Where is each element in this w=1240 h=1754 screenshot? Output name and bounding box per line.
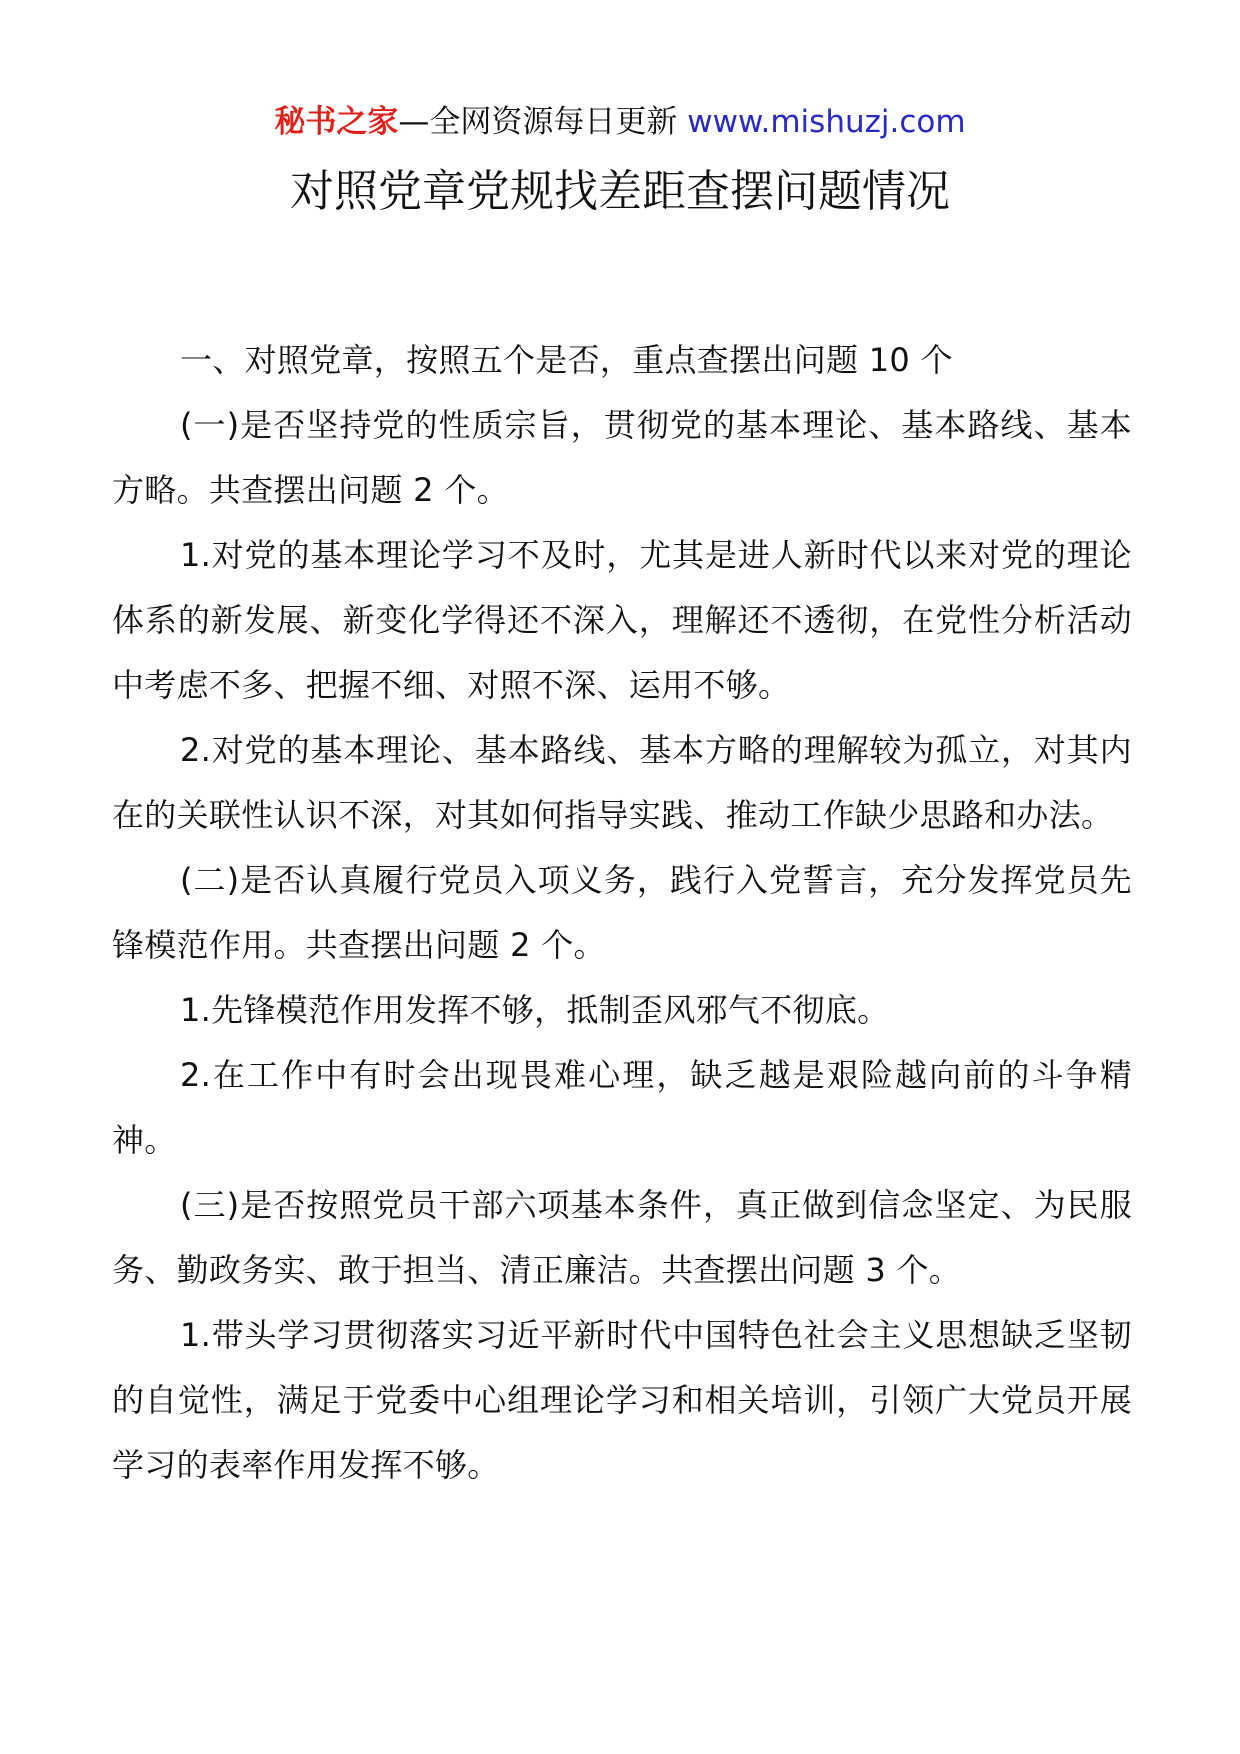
brand-name: 秘书之家: [274, 104, 399, 140]
site-url[interactable]: www.mishuzj.com: [687, 104, 966, 140]
list-item: 1.先锋模范作用发挥不够，抵制歪风邪气不彻底。: [180, 991, 890, 1029]
subsection-heading-3: (三)是否按照党员干部六项基本条件，真正做到信念坚定、为民服务、勤政务实、敢于担当、清正廉洁。共查摆出问题 3 个。: [112, 1186, 1132, 1289]
list-item: 2.在工作中有时会出现畏难心理，缺乏越是艰险越向前的斗争精神。: [112, 1056, 1132, 1159]
subsection-heading-2: (二)是否认真履行党员入项义务，践行入党誓言，充分发挥党员先锋模范作用。共查摆出问题 2 个。: [112, 861, 1132, 964]
document-body: [112, 328, 1132, 1498]
header-banner: [0, 100, 1240, 144]
header-tagline: —全网资源每日更新: [398, 104, 678, 140]
list-item: 2.对党的基本理论、基本路线、基本方略的理解较为孤立，对其内在的关联性认识不深，对其如何指导实践、推动工作缺少思路和办法。: [112, 731, 1132, 834]
section-heading-1: 一、对照党章，按照五个是否，重点查摆出问题 10 个: [180, 341, 953, 379]
document-title: 对照党章党规找差距查摆问题情况: [290, 166, 950, 217]
list-item: 1.带头学习贯彻落实习近平新时代中国特色社会主义思想缺乏坚韧的自觉性，满足于党委中心组理论学习和相关培训，引领广大党员开展学习的表率作用发挥不够。: [112, 1316, 1132, 1484]
subsection-heading-1: (一)是否坚持党的性质宗旨，贯彻党的基本理论、基本路线、基本方略。共查摆出问题 2 个。: [112, 406, 1132, 509]
list-item: 1.对党的基本理论学习不及时，尤其是进人新时代以来对党的理论体系的新发展、新变化学得还不深入，理解还不透彻，在党性分析活动中考虑不多、把握不细、对照不深、运用不够。: [112, 536, 1132, 704]
